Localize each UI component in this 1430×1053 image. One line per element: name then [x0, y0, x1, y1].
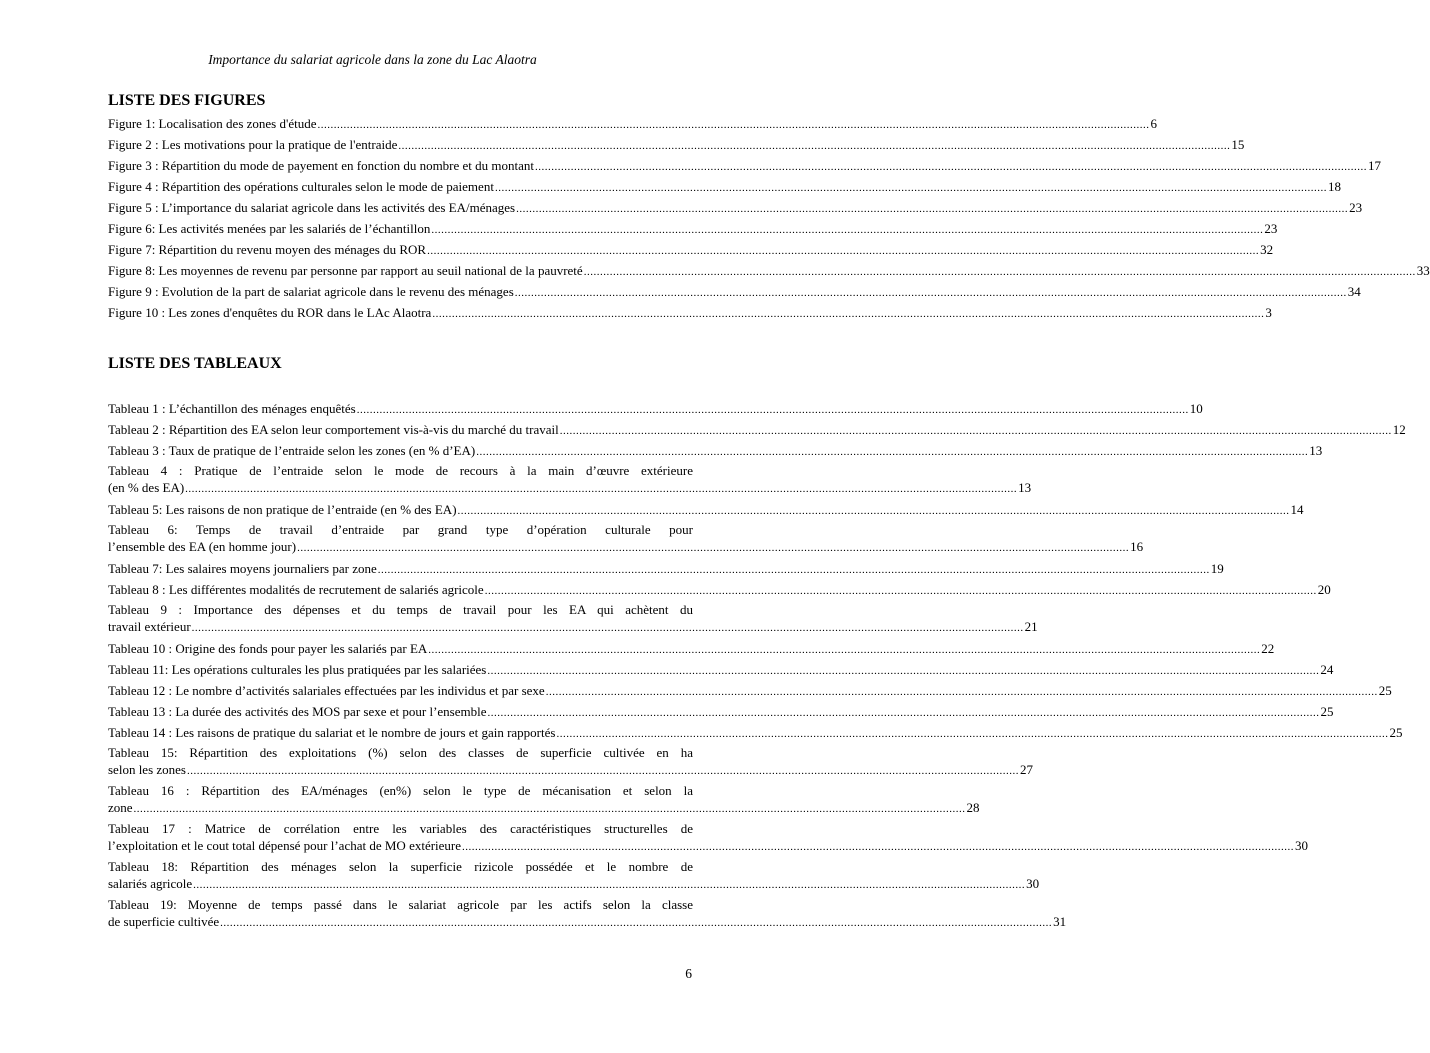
dot-leader — [185, 481, 1017, 498]
toc-entry-title: Tableau 2 : Répartition des EA selon leur comportement vis-à-vis du marché du travail — [108, 422, 559, 437]
toc-entry[interactable] — [108, 500, 1304, 521]
toc-entry[interactable] — [108, 303, 1272, 324]
toc-entry-page: 20 — [1317, 582, 1331, 597]
dot-leader — [485, 582, 1317, 601]
toc-entry-title: Tableau 14 : Les raisons de pratique du salariat et le nombre de jours et gain rapportés — [108, 725, 556, 740]
toc-entry-title-line1: Tableau 17 : Matrice de corrélation entre les variables des caractéristiques structurelles de — [108, 821, 693, 836]
toc-entry-page: 25 — [1378, 683, 1392, 698]
toc-entry-title: l’ensemble des EA (en homme jour) — [108, 539, 297, 554]
figures-entries — [108, 114, 1430, 324]
toc-entry-title: travail extérieur — [108, 619, 191, 634]
page-number: 6 — [685, 966, 692, 981]
toc-entry-title: Tableau 3 : Taux de pratique de l’entraide selon les zones (en % d’EA) — [108, 443, 476, 458]
toc-entry-title: Tableau 1 : L’échantillon des ménages enquêtés — [108, 401, 356, 416]
toc-entry[interactable] — [108, 639, 1275, 660]
toc-entry-title: Figure 6: Les activités menées par les salariés de l’échantillon — [108, 221, 431, 236]
toc-entry-page: 14 — [1290, 502, 1304, 517]
toc-entry-page: 13 — [1018, 480, 1032, 495]
toc-entry[interactable] — [108, 681, 1392, 702]
toc-entry-title: Tableau 7: Les salaires moyens journaliers par zone — [108, 561, 377, 576]
dot-leader — [546, 683, 1378, 702]
toc-entry[interactable] — [108, 660, 1334, 681]
toc-entry-title-line1: Tableau 9 : Importance des dépenses et du temps de travail pour les EA qui achètent du — [108, 602, 693, 617]
toc-entry[interactable] — [108, 744, 1033, 780]
toc-entry-title-line1: Tableau 6: Temps de travail d’entraide par grand type d’opération culturale pour — [108, 522, 693, 537]
dot-leader — [220, 915, 1052, 932]
toc-entry[interactable] — [108, 820, 1309, 856]
toc-entry[interactable] — [108, 261, 1430, 282]
toc-entry-title: Figure 8: Les moyennes de revenu par personne par rapport au seuil national de la pauvreté — [108, 263, 583, 278]
list-of-figures — [108, 92, 1430, 324]
toc-entry-page: 30 — [1295, 838, 1309, 853]
toc-entry-title-line1: Tableau 15: Répartition des exploitations (%) selon des classes de superficie cultivée en ha — [108, 745, 693, 760]
toc-entry-title-line1: Tableau 16 : Répartition des EA/ménages (en%) selon le type de mécanisation et selon la — [108, 783, 693, 798]
toc-entry-page: 25 — [1389, 725, 1403, 740]
toc-entry[interactable] — [108, 782, 980, 818]
toc-entry-title: Figure 9 : Evolution de la part de salariat agricole dans le revenu des ménages — [108, 284, 514, 299]
toc-entry-title: salariés agricole — [108, 876, 193, 891]
dot-leader — [487, 662, 1319, 681]
toc-entry-page: 24 — [1320, 662, 1334, 677]
toc-entry-page: 33 — [1416, 263, 1430, 278]
dot-leader — [187, 763, 1019, 780]
toc-entry-title: Figure 2 : Les motivations pour la pratique de l'entraide — [108, 137, 398, 152]
dot-leader — [516, 200, 1348, 219]
toc-entry-page: 19 — [1210, 561, 1224, 576]
dot-leader — [428, 641, 1260, 660]
toc-entry-title: Figure 10 : Les zones d'enquêtes du ROR dans le LAc Alaotra — [108, 305, 432, 320]
toc-entry[interactable] — [108, 114, 1157, 135]
dot-leader — [556, 725, 1388, 744]
dot-leader — [192, 620, 1024, 637]
dot-leader — [584, 263, 1416, 282]
dot-leader — [515, 284, 1347, 303]
toc-entry-page: 12 — [1392, 422, 1406, 437]
toc-entry-page: 31 — [1053, 914, 1067, 929]
toc-entry-page: 27 — [1019, 762, 1033, 777]
toc-entry[interactable] — [108, 198, 1363, 219]
toc-entry[interactable] — [108, 723, 1403, 744]
toc-entry-title: Tableau 13 : La durée des activités des MOS par sexe et pour l’ensemble — [108, 704, 487, 719]
toc-entry-page: 3 — [1265, 305, 1272, 320]
toc-entry[interactable] — [108, 135, 1245, 156]
toc-entry[interactable] — [108, 177, 1341, 198]
toc-entry-title: Tableau 10 : Origine des fonds pour payer les salariés par EA — [108, 641, 428, 656]
toc-entry-page: 13 — [1309, 443, 1323, 458]
toc-entry-page: 18 — [1327, 179, 1341, 194]
toc-entry-title-line1: Tableau 4 : Pratique de l’entraide selon le mode de recours à la main d’œuvre extérieure — [108, 463, 693, 478]
toc-entry-title: selon les zones — [108, 762, 186, 777]
toc-entry-title-line1: Tableau 19: Moyenne de temps passé dans le salariat agricole par les actifs selon la classe — [108, 897, 693, 912]
figures-heading: LISTE DES FIGURES — [108, 92, 266, 109]
toc-entry-title: Figure 4 : Répartition des opérations culturales selon le mode de paiement — [108, 179, 494, 194]
toc-entry-page: 23 — [1264, 221, 1278, 236]
dot-leader — [134, 801, 966, 818]
dot-leader — [488, 704, 1320, 723]
toc-entry[interactable] — [108, 156, 1382, 177]
toc-entry[interactable] — [108, 420, 1406, 441]
toc-entry[interactable] — [108, 441, 1323, 462]
dot-leader — [535, 158, 1367, 177]
dot-leader — [317, 116, 1149, 135]
toc-entry-page: 28 — [966, 800, 980, 815]
toc-entry[interactable] — [108, 282, 1361, 303]
toc-entry-title: (en % des EA) — [108, 480, 185, 495]
toc-entry-page: 30 — [1026, 876, 1040, 891]
toc-entry-title: Tableau 8 : Les différentes modalités de recrutement de salariés agricole — [108, 582, 484, 597]
toc-entry[interactable] — [108, 702, 1334, 723]
toc-entry[interactable] — [108, 240, 1274, 261]
toc-entry[interactable] — [108, 462, 1032, 498]
toc-entry[interactable] — [108, 559, 1224, 580]
toc-entry[interactable] — [108, 219, 1278, 240]
dot-leader — [431, 221, 1263, 240]
dot-leader — [432, 305, 1264, 324]
toc-entry-page: 21 — [1024, 619, 1038, 634]
toc-entry-page: 22 — [1261, 641, 1275, 656]
toc-entry[interactable] — [108, 601, 1038, 637]
toc-entry-page: 6 — [1150, 116, 1157, 131]
toc-entry[interactable] — [108, 521, 1144, 557]
toc-entry-page: 10 — [1189, 401, 1203, 416]
toc-entry-title: Tableau 11: Les opérations culturales les plus pratiquées par les salariées — [108, 662, 487, 677]
dot-leader — [560, 422, 1392, 441]
toc-entry-title-line1: Tableau 18: Répartition des ménages selon la superficie rizicole possédée et le nombre de — [108, 859, 693, 874]
dot-leader — [458, 502, 1290, 521]
list-of-tables — [108, 355, 1406, 934]
toc-entry-title: Figure 5 : L’importance du salariat agricole dans les activités des EA/ménages — [108, 200, 516, 215]
toc-entry-title: zone — [108, 800, 133, 815]
toc-entry-page: 32 — [1260, 242, 1274, 257]
dot-leader — [476, 443, 1308, 462]
toc-entry-page: 16 — [1130, 539, 1144, 554]
toc-entry-title: Figure 1: Localisation des zones d'étude — [108, 116, 317, 131]
toc-entry-page: 34 — [1347, 284, 1361, 299]
toc-entry-page: 17 — [1368, 158, 1382, 173]
toc-entry-title: Figure 3 : Répartition du mode de payement en fonction du nombre et du montant — [108, 158, 535, 173]
dot-leader — [398, 137, 1230, 156]
toc-entry-page: 25 — [1320, 704, 1334, 719]
toc-entry-page: 15 — [1231, 137, 1245, 152]
toc-entry-title: Figure 7: Répartition du revenu moyen des ménages du ROR — [108, 242, 427, 257]
dot-leader — [297, 540, 1129, 557]
toc-entry[interactable] — [108, 580, 1331, 601]
dot-leader — [193, 877, 1025, 894]
toc-entry-title: Tableau 5: Les raisons de non pratique de l’entraide (en % des EA) — [108, 502, 457, 517]
dot-leader — [427, 242, 1259, 261]
toc-entry-page: 23 — [1349, 200, 1363, 215]
dot-leader — [357, 401, 1189, 420]
tables-heading: LISTE DES TABLEAUX — [108, 355, 282, 372]
toc-entry[interactable] — [108, 399, 1203, 420]
dot-leader — [378, 561, 1210, 580]
tables-entries — [108, 399, 1406, 932]
toc-entry-title: Tableau 12 : Le nombre d’activités salariales effectuées par les individus et par sexe — [108, 683, 545, 698]
toc-entry-title: de superficie cultivée — [108, 914, 220, 929]
toc-entry[interactable] — [108, 858, 1040, 894]
running-header: Importance du salariat agricole dans la zone du Lac Alaotra — [208, 52, 537, 67]
dot-leader — [462, 839, 1294, 856]
dot-leader — [495, 179, 1327, 198]
toc-entry[interactable] — [108, 896, 1067, 932]
toc-entry-title: l’exploitation et le cout total dépensé pour l’achat de MO extérieure — [108, 838, 462, 853]
